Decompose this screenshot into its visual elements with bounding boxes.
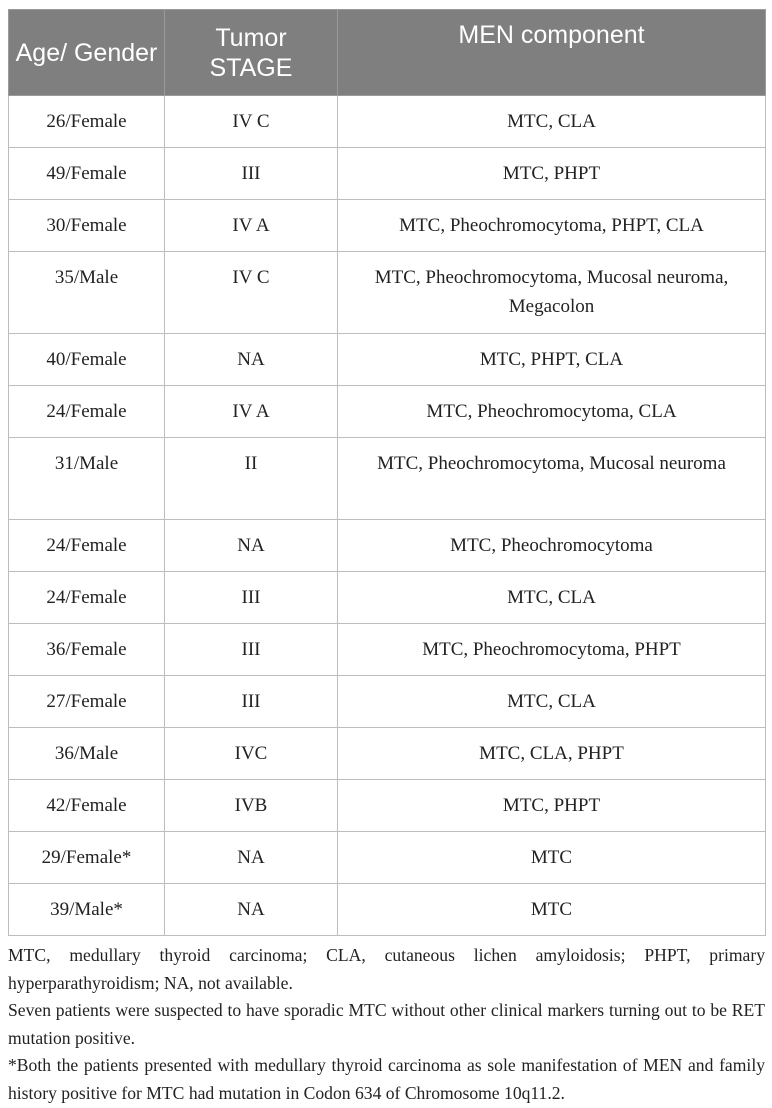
table-body xyxy=(9,96,766,936)
cell-tumor-stage: IV C xyxy=(165,96,338,148)
cell-tumor-stage: NA xyxy=(165,884,338,936)
cell-men-component: MTC xyxy=(338,832,766,884)
table-row xyxy=(9,334,766,386)
header-tumor-stage: Tumor STAGE xyxy=(165,10,338,96)
table-container xyxy=(8,9,765,936)
cell-tumor-stage: III xyxy=(165,676,338,728)
cell-age-gender: 27/Female xyxy=(9,676,165,728)
footnote-codon-634: *Both the patients presented with medullary thyroid carcinoma as sole manifestation of MEN and family history positive for MTC had mutation in Codon 634 of Chromosome 10q11.2. xyxy=(8,1055,765,1103)
table-row xyxy=(9,200,766,252)
cell-age-gender: 24/Female xyxy=(9,520,165,572)
table-row xyxy=(9,386,766,438)
cell-tumor-stage: IV A xyxy=(165,200,338,252)
cell-age-gender: 24/Female xyxy=(9,572,165,624)
cell-age-gender: 35/Male xyxy=(9,252,165,334)
header-age-gender: Age/ Gender xyxy=(9,10,165,96)
cell-men-component: MTC, PHPT xyxy=(338,148,766,200)
cell-men-component: MTC, CLA xyxy=(338,96,766,148)
cell-men-component: MTC xyxy=(338,884,766,936)
table-row xyxy=(9,676,766,728)
cell-tumor-stage: IV A xyxy=(165,386,338,438)
cell-tumor-stage: NA xyxy=(165,832,338,884)
cell-tumor-stage: II xyxy=(165,438,338,520)
cell-tumor-stage: IVB xyxy=(165,780,338,832)
table-footnotes xyxy=(8,942,765,1107)
table-row xyxy=(9,252,766,334)
table-row xyxy=(9,438,766,520)
cell-men-component: MTC, Pheochromocytoma, Mucosal neuroma xyxy=(338,438,766,520)
header-men-component: MEN component xyxy=(338,10,766,96)
cell-age-gender: 40/Female xyxy=(9,334,165,386)
table-row xyxy=(9,572,766,624)
cell-tumor-stage: IV C xyxy=(165,252,338,334)
cell-tumor-stage: III xyxy=(165,572,338,624)
footnote-sporadic-mtc: Seven patients were suspected to have sporadic MTC without other clinical markers turning out to be RET mutation positive. xyxy=(8,1000,765,1048)
footnote-abbreviations: MTC, medullary thyroid carcinoma; CLA, cutaneous lichen amyloidosis; PHPT, primary hyperparathyroidism; NA, not available. xyxy=(8,945,765,993)
cell-age-gender: 24/Female xyxy=(9,386,165,438)
table-row xyxy=(9,96,766,148)
cell-age-gender: 49/Female xyxy=(9,148,165,200)
cell-tumor-stage: IVC xyxy=(165,728,338,780)
cell-tumor-stage: III xyxy=(165,148,338,200)
table-row xyxy=(9,780,766,832)
table-row xyxy=(9,520,766,572)
cell-age-gender: 36/Female xyxy=(9,624,165,676)
cell-men-component: MTC, PHPT xyxy=(338,780,766,832)
cell-men-component: MTC, CLA, PHPT xyxy=(338,728,766,780)
cell-tumor-stage: NA xyxy=(165,520,338,572)
cell-men-component: MTC, Pheochromocytoma, Mucosal neuroma, Megacolon xyxy=(338,252,766,334)
cell-men-component: MTC, CLA xyxy=(338,572,766,624)
table-row xyxy=(9,832,766,884)
cell-age-gender: 29/Female* xyxy=(9,832,165,884)
table-header xyxy=(9,10,766,96)
cell-age-gender: 42/Female xyxy=(9,780,165,832)
cell-age-gender: 31/Male xyxy=(9,438,165,520)
table-row xyxy=(9,728,766,780)
cell-men-component: MTC, PHPT, CLA xyxy=(338,334,766,386)
table-row xyxy=(9,148,766,200)
cell-tumor-stage: III xyxy=(165,624,338,676)
cell-age-gender: 39/Male* xyxy=(9,884,165,936)
cell-age-gender: 36/Male xyxy=(9,728,165,780)
cell-men-component: MTC, Pheochromocytoma, PHPT, CLA xyxy=(338,200,766,252)
table-row xyxy=(9,624,766,676)
cell-tumor-stage: NA xyxy=(165,334,338,386)
cell-men-component: MTC, Pheochromocytoma xyxy=(338,520,766,572)
cell-men-component: MTC, Pheochromocytoma, CLA xyxy=(338,386,766,438)
cell-age-gender: 26/Female xyxy=(9,96,165,148)
table-row xyxy=(9,884,766,936)
cell-men-component: MTC, CLA xyxy=(338,676,766,728)
cell-age-gender: 30/Female xyxy=(9,200,165,252)
men-patients-table xyxy=(8,9,766,936)
cell-men-component: MTC, Pheochromocytoma, PHPT xyxy=(338,624,766,676)
